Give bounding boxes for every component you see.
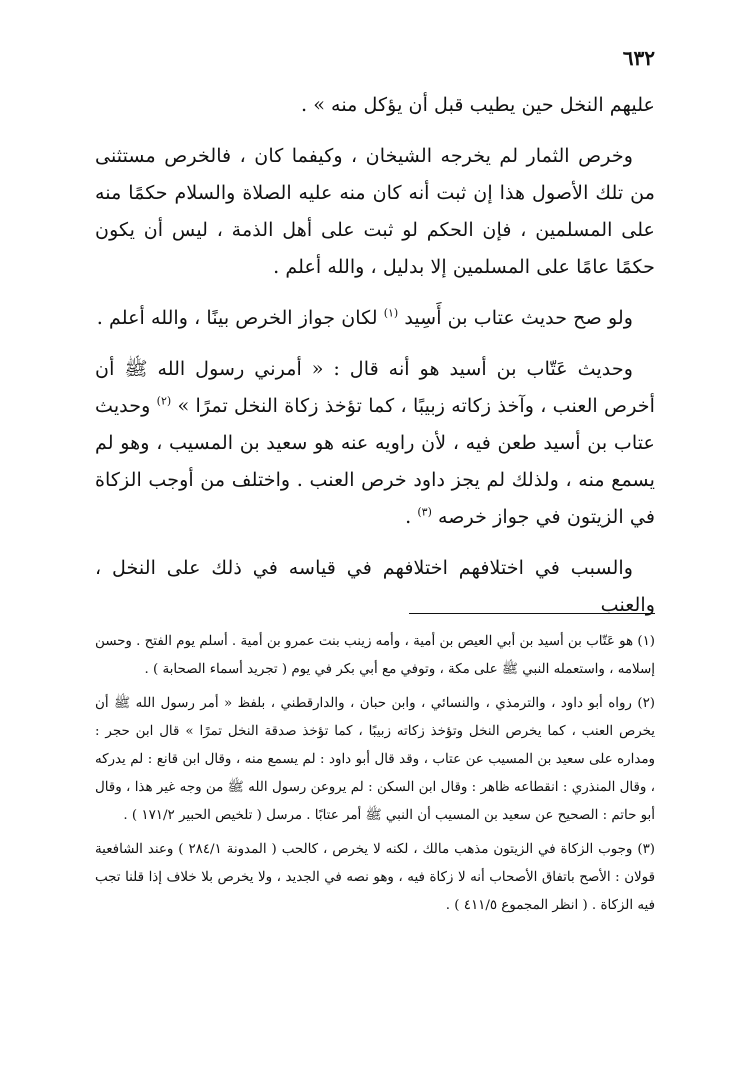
footnote-ref-1[interactable]: (١) (383, 306, 399, 320)
main-text (95, 86, 655, 637)
paragraph-4-rest: وحديث عتاب بن أسيد طعن فيه ، لأن راويه عنه هو سعيد بن المسيب ، وهو لم يسمع منه ، ولذلك لم يجز داود خرص العنب . واختلف من أوجب الزكاة في الزيتون في جواز خرصه (95, 394, 655, 528)
footnote-ref-3[interactable]: (٣) (417, 505, 432, 519)
paragraph-4-end: . (405, 505, 418, 528)
footnote-2: (٢) رواه أبو داود ، والترمذي ، والنسائي ، وابن حبان ، والدارقطني ، بلفظ « أمر رسول الله ﷺ أن يخرص العنب ، كما يخرص النخل وتؤخذ زكاته زبيبًا ، كما تؤخذ صدقة النخل تمرًا » قال ابن حجر : ومداره على سعيد بن المسيب عن عتاب ، وقد قال أبو داود : لم يسمع منه ، وقال ابن قانع : لم يدركه ، وقال المنذري : انقطاعه ظاهر : وقال ابن السكن : لم يروعن رسول الله ﷺ من وجه غير هذا ، وقال أبو حاتم : الصحيح عن سعيد بن المسيب أن النبي ﷺ أمر عتابًا . مرسل ( تلخيص الحبير ١٧١/٢ ) . (95, 696, 655, 823)
paragraph-2: وخرص الثمار لم يخرجه الشيخان ، وكيفما كان ، فالخرص مستثنى من تلك الأصول هذا إن ثبت أنه كان منه عليه الصلاة والسلام حكمًا منه على المسلمين ، فإن الحكم لو ثبت على أهل الذمة ، ليس أن يكون حكمًا عامًا على المسلمين إلا بدليل ، والله أعلم . (95, 144, 655, 278)
page-number: ٦٣٢ (622, 46, 655, 70)
footnote-ref-2[interactable]: (٢) (156, 394, 172, 408)
paragraph-3-rest: لكان جواز الخرص بينًا ، والله أعلم . (96, 306, 384, 329)
paragraph-4 (95, 350, 655, 535)
paragraph-3 (95, 299, 655, 336)
paragraph-3-text: ولو صح حديث عتاب بن أَسِيد (404, 306, 633, 329)
footnote-divider (409, 613, 655, 614)
footnote-3: (٣) وجوب الزكاة في الزيتون مذهب مالك ، لكنه لا يخرص ، كالحب ( المدونة ٢٨٤/١ ) وعند الشافعية قولان : الأصح باتفاق الأصحاب أنه لا زكاة فيه ، وهو نصه في الجديد ، ولا يخرص بلا خلاف إذا قلنا تجب فيه الزكاة . ( انظر المجموع ٤١١/٥ ) . (95, 842, 655, 913)
paragraph-1: عليهم النخل حين يطيب قبل أن يؤكل منه » . (301, 93, 655, 116)
footnotes (95, 628, 655, 926)
paragraph-5: والسبب في اختلافهم اختلافهم في قياسه في ذلك على النخل ، والعنب (95, 556, 655, 616)
footnote-1: (١) هو عَتّاب بن أسيد بن أبي العيص بن أمية ، وأمه زينب بنت عمرو بن أمية . أسلم يوم الفتح . وحسن إسلامه ، واستعمله النبي ﷺ على مكة ، وتوفي مع أبي بكر في يوم ( تجريد أسماء الصحابة ) . (95, 634, 655, 677)
paragraph-4-text: وحديث عَتّاب بن أسيد هو أنه قال : « أمرني رسول الله ﷺ أن أخرص العنب ، وآخذ زكاته زبيبًا ، كما تؤخذ زكاة النخل تمرًا » (95, 357, 655, 417)
